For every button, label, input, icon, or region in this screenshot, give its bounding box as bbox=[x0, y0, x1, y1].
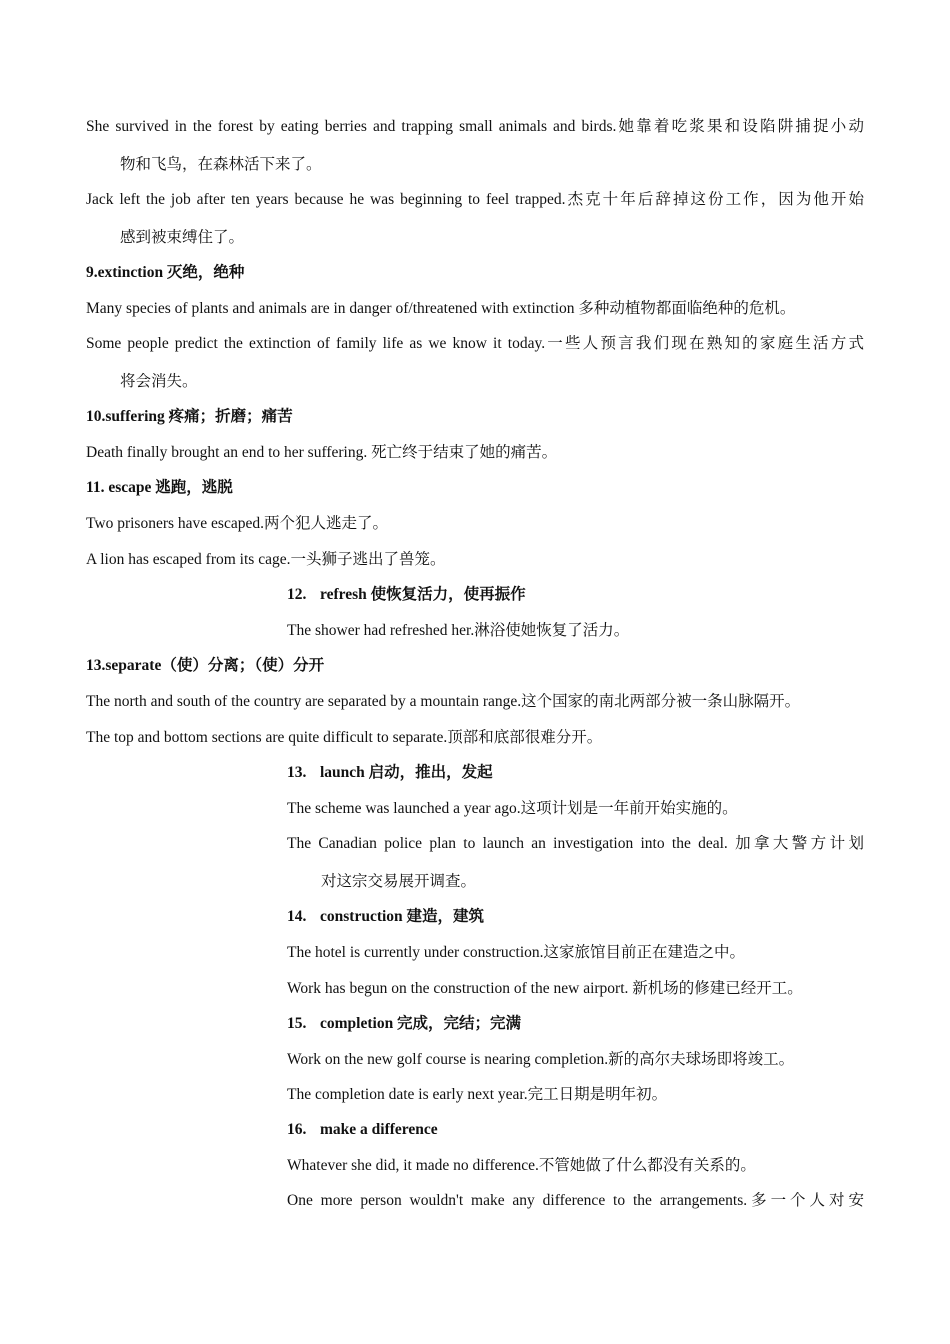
example-sentence: Many species of plants and animals are in danger of/threatened with extinction 多种动植物都面临绝种的危机。 bbox=[86, 300, 796, 317]
example-sentence-continued: 感到被束缚住了。 bbox=[120, 229, 245, 246]
example-sentence: A lion has escaped from its cage.一头狮子逃出了兽笼。 bbox=[86, 551, 446, 568]
vocab-heading: 9.extinction 灭绝，绝种 bbox=[86, 264, 245, 281]
example-sentence: The hotel is currently under construction.这家旅馆目前正在建造之中。 bbox=[287, 944, 746, 961]
example-sentence: She survived in the forest by eating berries and trapping small animals and birds.她靠着吃浆果和设陷阱捕捉小动 bbox=[86, 118, 864, 135]
vocab-heading: 10.suffering 疼痛；折磨；痛苦 bbox=[86, 408, 293, 425]
vocab-heading bbox=[287, 907, 484, 927]
example-sentence-continued: 物和飞鸟，在森林活下来了。 bbox=[120, 156, 322, 173]
list-number: 15. bbox=[287, 1015, 307, 1032]
vocab-term: launch 启动，推出，发起 bbox=[320, 764, 493, 781]
vocab-term: make a difference bbox=[320, 1121, 438, 1138]
vocab-term: refresh 使恢复活力，使再振作 bbox=[320, 586, 526, 603]
example-sentence-continued: 对这宗交易展开调查。 bbox=[321, 873, 477, 890]
example-sentence-continued: 将会消失。 bbox=[120, 373, 198, 390]
example-sentence: The north and south of the country are separated by a mountain range.这个国家的南北两部分被一条山脉隔开。 bbox=[86, 693, 801, 710]
list-number: 14. bbox=[287, 908, 307, 925]
vocab-heading bbox=[287, 1014, 521, 1034]
example-sentence: Work on the new golf course is nearing completion.新的高尔夫球场即将竣工。 bbox=[287, 1051, 795, 1068]
vocab-heading bbox=[287, 763, 493, 783]
vocab-heading: 11. escape 逃跑，逃脱 bbox=[86, 479, 233, 496]
example-sentence: Work has begun on the construction of the new airport. 新机场的修建已经开工。 bbox=[287, 980, 803, 997]
vocab-heading bbox=[287, 1120, 438, 1140]
vocab-heading bbox=[287, 585, 526, 605]
list-number: 13. bbox=[287, 764, 307, 781]
example-sentence: The top and bottom sections are quite difficult to separate.顶部和底部很难分开。 bbox=[86, 729, 603, 746]
example-sentence: Jack left the job after ten years because he was beginning to feel trapped.杰克十年后辞掉这份工作，因为他开始 bbox=[86, 191, 864, 208]
example-sentence: Two prisoners have escaped.两个犯人逃走了。 bbox=[86, 515, 388, 532]
example-sentence: The completion date is early next year.完工日期是明年初。 bbox=[287, 1086, 668, 1103]
example-sentence: One more person wouldn't make any difference to the arrangements.多一个人对安 bbox=[287, 1192, 864, 1209]
example-sentence: The Canadian police plan to launch an investigation into the deal. 加拿大警方计划 bbox=[287, 835, 864, 852]
example-sentence: Death finally brought an end to her suffering. 死亡终于结束了她的痛苦。 bbox=[86, 444, 558, 461]
example-sentence: Some people predict the extinction of family life as we know it today.一些人预言我们现在熟知的家庭生活方式 bbox=[86, 335, 864, 352]
vocab-term: construction 建造，建筑 bbox=[320, 908, 485, 925]
vocab-term: completion 完成，完结；完满 bbox=[320, 1015, 522, 1032]
vocab-heading: 13.separate（使）分离；（使）分开 bbox=[86, 657, 325, 674]
list-number: 16. bbox=[287, 1121, 307, 1138]
example-sentence: The shower had refreshed her.淋浴使她恢复了活力。 bbox=[287, 622, 630, 639]
list-number: 12. bbox=[287, 586, 307, 603]
example-sentence: The scheme was launched a year ago.这项计划是一年前开始实施的。 bbox=[287, 800, 738, 817]
example-sentence: Whatever she did, it made no difference.不管她做了什么都没有关系的。 bbox=[287, 1157, 756, 1174]
